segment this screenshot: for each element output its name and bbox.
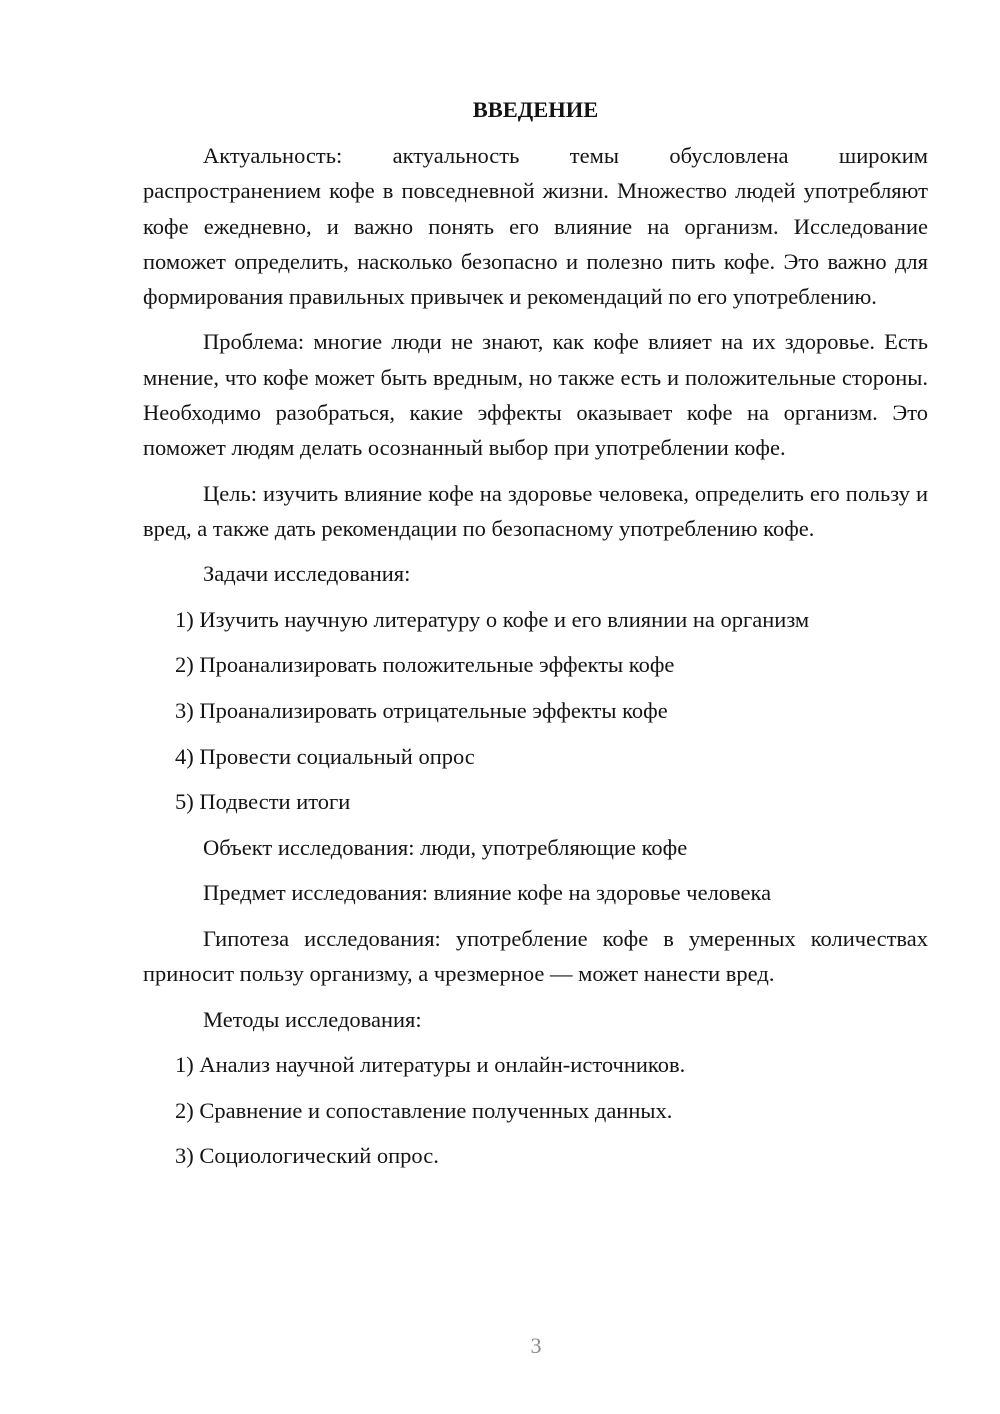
list-item: 3) Социологический опрос. bbox=[175, 1143, 439, 1169]
tasks-list bbox=[143, 602, 928, 820]
list-item: 1) Анализ научной литературы и онлайн-источников. bbox=[175, 1052, 686, 1078]
list-item: 1) Изучить научную литературу о кофе и его влиянии на организм bbox=[175, 606, 810, 632]
page-number: 3 bbox=[530, 1333, 542, 1358]
methods-list bbox=[143, 1047, 928, 1173]
relevance-paragraph: Актуальность: актуальность темы обусловлена широким распространением кофе в повседневной жизни. Множество людей употребляют кофе ежедневно, и важно понять его влияние на организм. Исследование поможет определить, насколько безопасно и полезно пить кофе. Это важно для формирования правильных привычек и рекомендаций по его употреблению. bbox=[143, 143, 928, 310]
object-paragraph: Объект исследования: люди, употребляющие кофе bbox=[203, 834, 688, 860]
section-title: ВВЕДЕНИЕ bbox=[472, 97, 599, 122]
goal-paragraph: Цель: изучить влияние кофе на здоровье человека, определить его пользу и вред, а также дать рекомендации по безопасному употреблению кофе. bbox=[143, 480, 928, 541]
document-page bbox=[143, 90, 928, 1184]
methods-heading: Методы исследования: bbox=[203, 1006, 422, 1032]
list-item: 4) Провести социальный опрос bbox=[175, 743, 475, 769]
list-item: 3) Проанализировать отрицательные эффекты кофе bbox=[175, 698, 668, 724]
list-item: 2) Проанализировать положительные эффекты кофе bbox=[175, 652, 675, 678]
subject-paragraph: Предмет исследования: влияние кофе на здоровье человека bbox=[203, 880, 772, 906]
list-item: 5) Подвести итоги bbox=[175, 789, 351, 815]
problem-paragraph: Проблема: многие люди не знают, как кофе влияет на их здоровье. Есть мнение, что кофе может быть вредным, но также есть и положительные стороны. Необходимо разобраться, какие эффекты оказывает кофе на организм. Это поможет людям делать осознанный выбор при употреблении кофе. bbox=[143, 329, 928, 461]
tasks-heading: Задачи исследования: bbox=[203, 561, 411, 587]
hypothesis-paragraph: Гипотеза исследования: употребление кофе в умеренных количествах приносит пользу организму, а чрезмерное — может нанести вред. bbox=[143, 926, 928, 987]
list-item: 2) Сравнение и сопоставление полученных данных. bbox=[175, 1097, 673, 1123]
